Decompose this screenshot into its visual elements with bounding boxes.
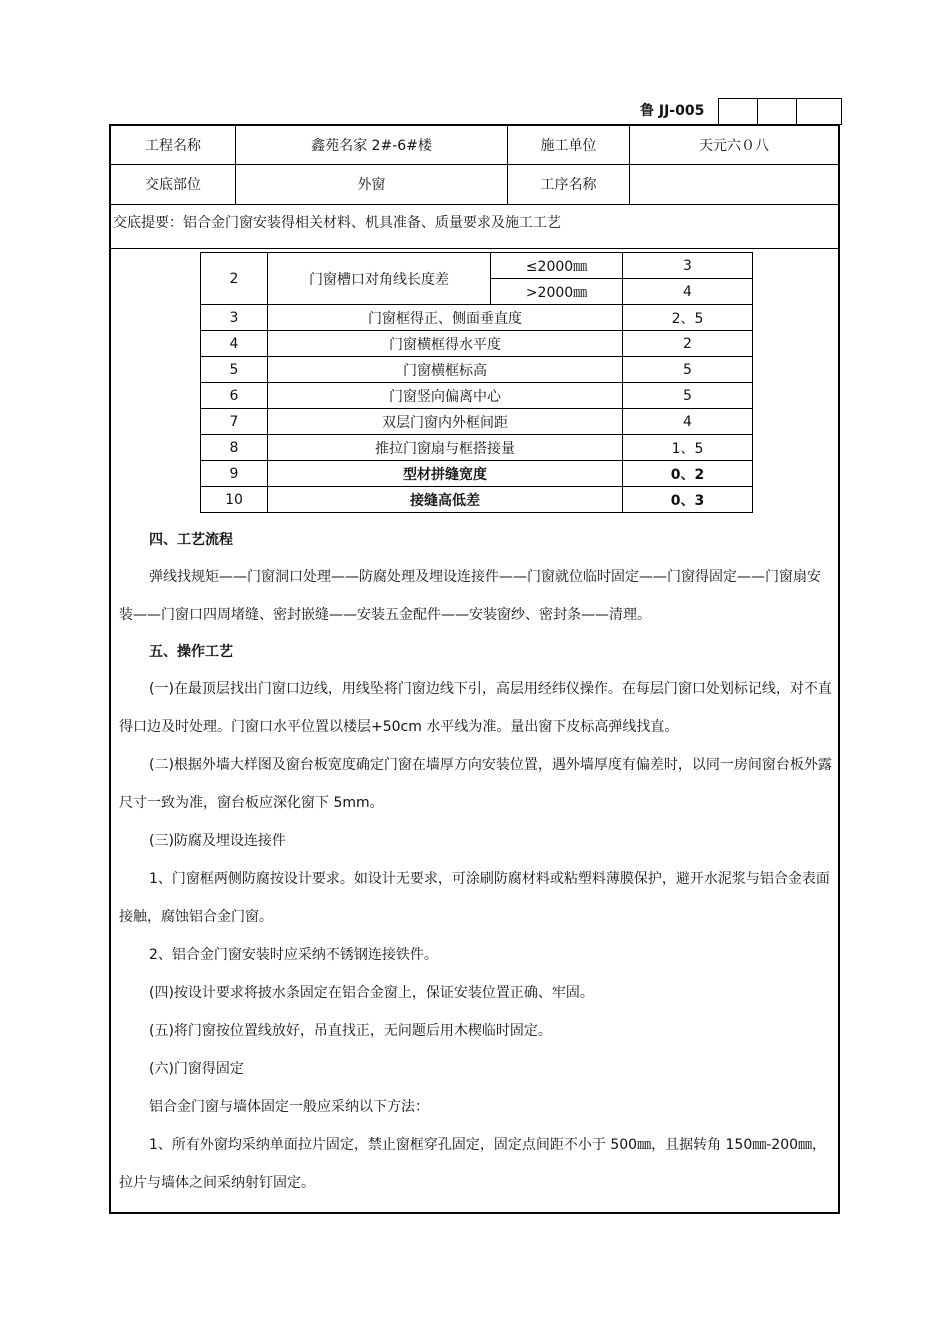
row-value: 3 bbox=[623, 253, 753, 279]
paragraph: (二)根据外墙大样图及窗台板宽度确定门窗在墙厚方向安装位置，遇外墙厚度有偏差时，以同一房间窗台板外露尺寸一致为准，窗台板应深化窗下 5mm。 bbox=[119, 757, 832, 811]
contractor-label: 施工单位 bbox=[507, 126, 629, 164]
disclosure-form bbox=[109, 124, 840, 1214]
table-row bbox=[201, 383, 753, 409]
row-item: 型材拼缝宽度 bbox=[268, 461, 623, 487]
row-value: 5 bbox=[623, 357, 753, 383]
row-item: 门窗横框标高 bbox=[268, 357, 623, 383]
summary-text: 交底提要：铝合金门窗安装得相关材料、机具准备、质量要求及施工工艺 bbox=[113, 215, 561, 231]
row-item: 推拉门窗扇与框搭接量 bbox=[268, 435, 623, 461]
paragraph: 1、门窗框两侧防腐按设计要求。如设计无要求，可涂刷防腐材料或粘塑料薄膜保护，避开水泥浆与铝合金表面接触，腐蚀铝合金门窗。 bbox=[119, 871, 830, 925]
code-boxes bbox=[718, 98, 842, 125]
row-no: 2 bbox=[201, 253, 268, 305]
paragraph: (六)门窗得固定 bbox=[149, 1061, 244, 1077]
row-no: 6 bbox=[201, 383, 268, 409]
code-box bbox=[757, 98, 796, 125]
part-value: 外窗 bbox=[235, 164, 507, 204]
row-value: 1、5 bbox=[623, 435, 753, 461]
part-label: 交底部位 bbox=[145, 177, 201, 193]
table-row bbox=[201, 487, 753, 513]
process-value bbox=[629, 164, 838, 204]
row-value: 0、3 bbox=[623, 487, 753, 513]
row-sub: ≤2000㎜ bbox=[491, 253, 623, 279]
tolerance-table bbox=[200, 252, 753, 513]
paragraph: 铝合金门窗与墙体固定一般应采纳以下方法： bbox=[149, 1099, 429, 1115]
row-value: 5 bbox=[623, 383, 753, 409]
process-flow: 弹线找规矩——门窗洞口处理——防腐处理及埋设连接件——门窗就位临时固定——门窗得固定——门窗扇安装——门窗口四周堵缝、密封嵌缝——安装五金配件——安装窗纱、密封条——清理。 bbox=[119, 569, 821, 623]
row-no: 9 bbox=[201, 461, 268, 487]
row-item: 门窗槽口对角线长度差 bbox=[268, 253, 491, 305]
project-label: 工程名称 bbox=[145, 138, 201, 154]
document-code: 鲁 JJ-005 bbox=[640, 103, 705, 119]
row-value: 0、2 bbox=[623, 461, 753, 487]
paragraph: (一)在最顶层找出门窗口边线，用线坠将门窗边线下引，高层用经纬仪操作。在每层门窗口处划标记线，对不直得口边及时处理。门窗口水平位置以楼层+50cm 水平线为准。量出窗下皮标高弹线找直。 bbox=[119, 681, 832, 735]
row-no: 4 bbox=[201, 331, 268, 357]
project-value: 鑫苑名家 2#-6#楼 bbox=[235, 126, 507, 164]
header-row-1 bbox=[111, 126, 838, 165]
paragraph: (四)按设计要求将披水条固定在铝合金窗上，保证安装位置正确、牢固。 bbox=[149, 985, 594, 1001]
paragraph: (五)将门窗按位置线放好，吊直找正，无问题后用木楔临时固定。 bbox=[149, 1023, 552, 1039]
row-item: 门窗框得正、侧面垂直度 bbox=[268, 305, 623, 331]
paragraph: 1、所有外窗均采纳单面拉片固定，禁止窗框穿孔固定，固定点间距不小于 500㎜，且据转角 150㎜-200㎜，拉片与墙体之间采纳射钉固定。 bbox=[119, 1137, 827, 1191]
row-value: 2 bbox=[623, 331, 753, 357]
process-label: 工序名称 bbox=[507, 164, 629, 204]
table-row bbox=[201, 253, 753, 279]
content-body bbox=[119, 522, 833, 1202]
row-no: 3 bbox=[201, 305, 268, 331]
paragraph: 2、铝合金门窗安装时应采纳不锈钢连接铁件。 bbox=[149, 947, 438, 963]
row-no: 7 bbox=[201, 409, 268, 435]
table-row bbox=[201, 357, 753, 383]
row-no: 8 bbox=[201, 435, 268, 461]
table-row bbox=[201, 435, 753, 461]
row-value: 4 bbox=[623, 409, 753, 435]
row-item: 门窗横框得水平度 bbox=[268, 331, 623, 357]
section-5-title: 五、操作工艺 bbox=[149, 644, 233, 660]
row-no: 5 bbox=[201, 357, 268, 383]
paragraph: (三)防腐及埋设连接件 bbox=[149, 833, 286, 849]
section-4-title: 四、工艺流程 bbox=[149, 532, 233, 548]
header-row-2 bbox=[111, 164, 838, 205]
row-no: 10 bbox=[201, 487, 268, 513]
row-value: 4 bbox=[623, 279, 753, 305]
table-row bbox=[201, 461, 753, 487]
row-value: 2、5 bbox=[623, 305, 753, 331]
row-item: 门窗竖向偏离中心 bbox=[268, 383, 623, 409]
table-row bbox=[201, 409, 753, 435]
contractor-value: 天元六０八 bbox=[629, 126, 838, 164]
code-box bbox=[796, 98, 842, 125]
table-row bbox=[201, 331, 753, 357]
code-box bbox=[718, 98, 757, 125]
row-item: 双层门窗内外框间距 bbox=[268, 409, 623, 435]
row-sub: >2000㎜ bbox=[491, 279, 623, 305]
table-row bbox=[201, 305, 753, 331]
row-item: 接缝高低差 bbox=[268, 487, 623, 513]
